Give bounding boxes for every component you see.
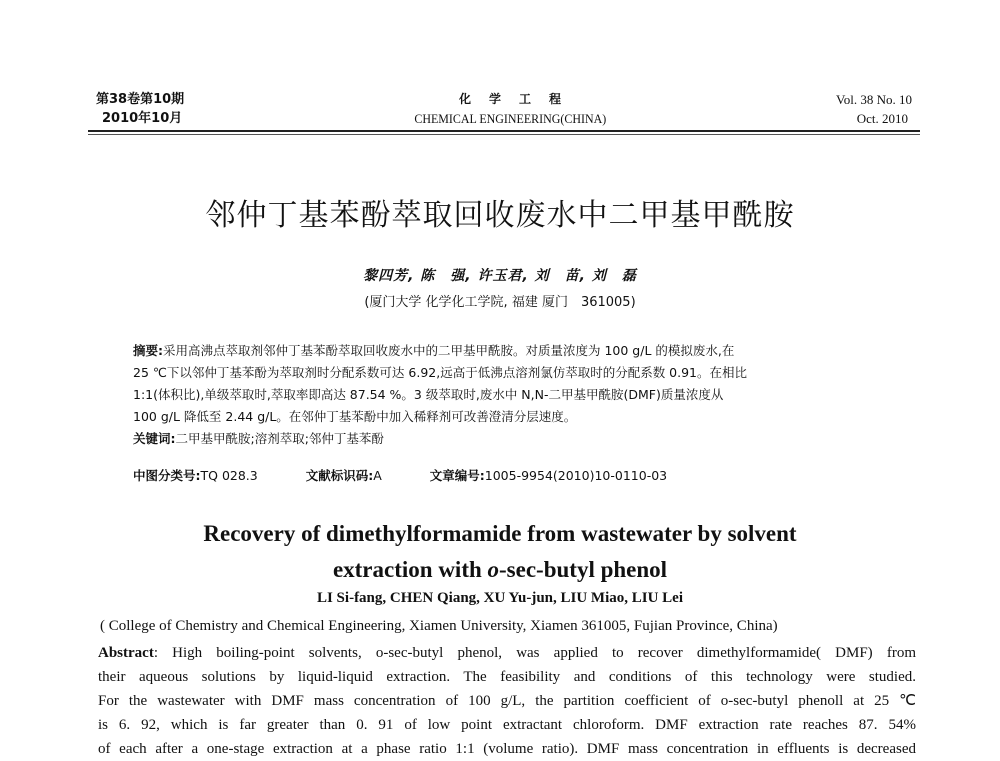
document-code [306, 468, 382, 483]
abstract-en-line [98, 641, 916, 665]
abstract-cn-line [133, 340, 913, 362]
header-date-cn: 2010年10月 [102, 111, 183, 126]
abstract-en-line: is 6. 92, which is far greater than 0. 91 of low point extractant chloroform. DMF extraction rate reaches 87. 54% [98, 717, 916, 733]
abstract-en-line: For the wastewater with DMF mass concentration of 100 g/L, the partition coefficient of o-sec-butyl phenoll at 25 ℃ [98, 693, 916, 709]
header-left [96, 90, 184, 128]
affiliation-en: ( College of Chemistry and Chemical Engineering, Xiamen University, Xiamen 361005, Fujian Province, China) [100, 618, 778, 634]
title-line2-post: -sec-butyl phenol [499, 557, 668, 582]
abstract-cn-label: 摘要: [133, 343, 163, 358]
header-volume-issue-en: Vol. 38 No. 10 [836, 92, 912, 107]
article-no-label: 文章编号: [429, 468, 485, 483]
title-line2-italic: o [487, 557, 500, 582]
paper-title-en-line1: Recovery of dimethylformamide from wastewater by solvent [203, 521, 797, 546]
abstract-en-line: of each after a one-stage extraction at a phase ratio 1:1 (volume ratio). DMF mass concentration in effluents is decreased [98, 741, 916, 757]
header-date-en: Oct. 2010 [856, 111, 908, 126]
abstract-cn-text: 采用高沸点萃取剂邻仲丁基苯酚萃取回收废水中的二甲基甲酰胺。对质量浓度为 100 g/L 的模拟废水,在 [163, 343, 735, 358]
journal-name-cn: 化学工程 [458, 92, 579, 106]
authors-en: LI Si-fang, CHEN Qiang, XU Yu-jun, LIU Miao, LIU Lei [316, 590, 684, 606]
header-right [836, 90, 912, 128]
abstract-cn-line: 100 g/L 降低至 2.44 g/L。在邻仲丁基苯酚中加入稀释剂可改善澄清分层速度。 [133, 409, 577, 424]
keywords-cn [133, 428, 913, 450]
article-no-value: 1005-9954(2010)10-0110-03 [484, 468, 668, 483]
affiliation-cn: (厦门大学 化学化工学院, 福建 厦门 361005) [364, 295, 636, 310]
header-rule-divider-thin [88, 134, 920, 135]
paper-title-cn: 邻仲丁基苯酚萃取回收废水中二甲基甲酰胺 [205, 198, 795, 233]
abstract-en-text: : High boiling-point solvents, o-sec-butyl phenol, was applied to recover dimethylformamide( DMF) from [153, 645, 916, 661]
abstract-cn [133, 340, 913, 450]
doc-code-value: A [373, 468, 382, 483]
abstract-cn-line: 1:1(体积比),单级萃取时,萃取率即高达 87.54 %。3 级萃取时,废水中 N,N-二甲基甲酰胺(DMF)质量浓度从 [133, 387, 724, 402]
title-line2-pre: extraction with [332, 557, 488, 582]
header-rule-divider [88, 130, 920, 132]
clc-label: 中图分类号: [133, 468, 201, 483]
keywords-cn-label: 关键词: [133, 431, 176, 446]
paper-title-en [0, 516, 1000, 588]
doc-code-label: 文献标识码: [305, 468, 374, 483]
abstract-en-label: Abstract [98, 645, 154, 661]
journal-name-en: CHEMICAL ENGINEERING(CHINA) [414, 111, 606, 126]
abstract-cn-line: 25 ℃下以邻仲丁基苯酚为萃取剂时分配系数可达 6.92,远高于低沸点溶剂氯仿萃取时的分配系数 0.91。在相比 [133, 365, 748, 380]
article-number [430, 468, 667, 483]
keywords-cn-text: 二甲基甲酰胺;溶剂萃取;邻仲丁基苯酚 [175, 431, 384, 446]
header-volume-issue-cn: 第38卷第10期 [96, 92, 185, 107]
authors-cn: 黎四芳, 陈 强, 许玉君, 刘 苗, 刘 磊 [363, 268, 637, 284]
paper-title-en-line2 [0, 552, 1000, 588]
header-center [330, 90, 690, 128]
clc-value: TQ 028.3 [200, 468, 258, 483]
classification-meta [133, 466, 711, 484]
clc-number [133, 468, 258, 483]
abstract-en-line: their aqueous solutions by liquid-liquid extraction. The feasibility and conditions of this technology were studied. [98, 669, 916, 685]
abstract-en [98, 641, 918, 761]
